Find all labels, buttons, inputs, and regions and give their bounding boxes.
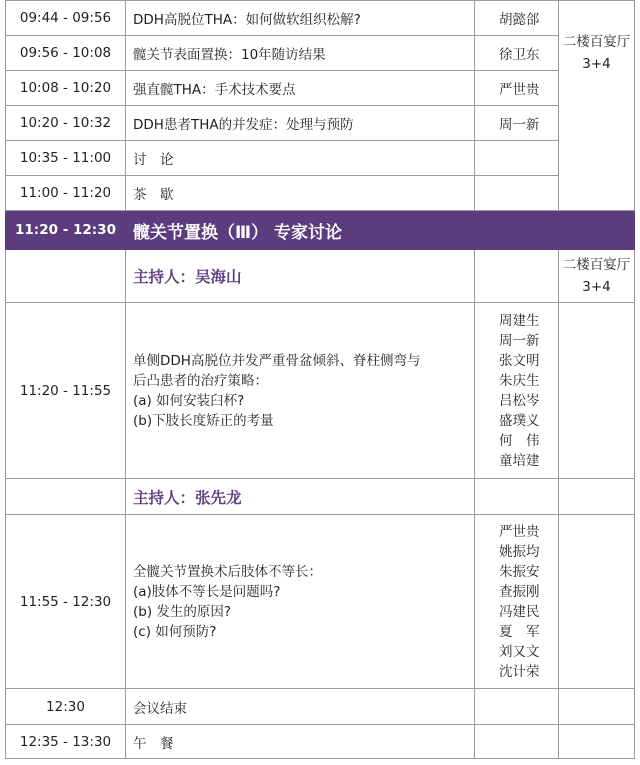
panelist: 查振刚: [499, 583, 540, 600]
speaker-cell: [475, 250, 559, 303]
discussion-topic: [126, 515, 475, 689]
panelist: 姚振均: [499, 543, 540, 560]
host-row: [6, 250, 635, 303]
room-label: 二楼百宴厅3+4: [562, 34, 631, 72]
discussion-row: [6, 515, 635, 689]
room-cell: [559, 725, 635, 759]
host-name: 主持人：张先龙: [133, 488, 242, 507]
topic-line: 全髋关节置换术后肢体不等长：: [133, 563, 322, 580]
section-room-cell: [559, 211, 635, 250]
panel-list: [475, 515, 559, 689]
section-speaker-cell: [475, 211, 559, 250]
time-cell: 11:55 - 12:30: [6, 515, 126, 689]
table-row: [6, 71, 635, 106]
time-cell: 10:35 - 11:00: [6, 141, 126, 176]
speaker-cell: [475, 689, 559, 725]
discussion-row: [6, 303, 635, 479]
speaker-cell: [475, 176, 559, 211]
room-cell: [559, 515, 635, 689]
topic-line: (a)肢体不等长是问题吗?: [133, 583, 281, 600]
topic-cell: DDH高脱位THA：如何做软组织松解?: [126, 1, 475, 36]
panelist: 盛璞义: [499, 412, 540, 429]
time-cell: 09:44 - 09:56: [6, 1, 126, 36]
topic-line: (a) 如何安装臼杯?: [133, 392, 245, 409]
host-cell: [126, 479, 475, 515]
panelist: 张文明: [499, 352, 540, 369]
host-cell: [126, 250, 475, 303]
time-cell: 10:08 - 10:20: [6, 71, 126, 106]
panelist: 朱庆生: [499, 372, 540, 389]
topic-line: (b)下肢长度矫正的考量: [133, 412, 274, 429]
time-cell: 11:00 - 11:20: [6, 176, 126, 211]
table-row: [6, 1, 635, 36]
time-cell: 10:20 - 10:32: [6, 106, 126, 141]
table-row: [6, 176, 635, 211]
topic-cell: 茶 歇: [126, 176, 475, 211]
section-title: 髋关节置换（Ⅲ） 专家讨论: [126, 211, 475, 250]
speaker-cell: [475, 479, 559, 515]
topic-cell: 午 餐: [126, 725, 475, 759]
table-row: [6, 725, 635, 759]
speaker-cell: 徐卫东: [475, 36, 559, 71]
panelist: 童培建: [499, 452, 540, 469]
panel-list: [475, 303, 559, 479]
room-cell: [559, 689, 635, 725]
topic-cell: DDH患者THA的并发症：处理与预防: [126, 106, 475, 141]
speaker-cell: [475, 725, 559, 759]
speaker-cell: 胡懿郃: [475, 1, 559, 36]
room-cell: [559, 1, 635, 211]
panelist: 沈计荣: [499, 663, 540, 680]
discussion-topic: [126, 303, 475, 479]
topic-cell: 会议结束: [126, 689, 475, 725]
topic-line: 单侧DDH高脱位并发严重骨盆倾斜、脊柱侧弯与: [133, 352, 421, 369]
section-header-row: [6, 211, 635, 250]
time-cell: 12:35 - 13:30: [6, 725, 126, 759]
panelist: 吕松岑: [499, 392, 540, 409]
panelist: 周一新: [499, 332, 540, 349]
room-cell: [559, 479, 635, 515]
room-cell: [559, 303, 635, 479]
section-time: 11:20 - 12:30: [6, 211, 126, 250]
topic-cell: 强直髋THA：手术技术要点: [126, 71, 475, 106]
time-cell: 11:20 - 11:55: [6, 303, 126, 479]
host-row: [6, 479, 635, 515]
panelist: 冯建民: [499, 603, 540, 620]
time-cell: [6, 479, 126, 515]
room-cell: [559, 250, 635, 303]
speaker-cell: [475, 141, 559, 176]
speaker-cell: 严世贵: [475, 71, 559, 106]
speaker-cell: 周一新: [475, 106, 559, 141]
topic-cell: 髋关节表面置换：10年随访结果: [126, 36, 475, 71]
host-name: 主持人：吴海山: [133, 268, 242, 286]
time-cell: [6, 250, 126, 303]
panelist: 夏 军: [499, 623, 540, 640]
time-cell: 09:56 - 10:08: [6, 36, 126, 71]
schedule-table: [5, 0, 635, 759]
panelist: 何 伟: [499, 432, 540, 449]
panelist: 周建生: [499, 312, 540, 329]
topic-line: (c) 如何预防?: [133, 623, 217, 640]
panelist: 严世贵: [499, 523, 540, 540]
time-cell: 12:30: [6, 689, 126, 725]
panelist: 刘又文: [499, 643, 540, 660]
table-row: [6, 36, 635, 71]
topic-line: (b) 发生的原因?: [133, 603, 232, 620]
table-row: [6, 141, 635, 176]
table-row: [6, 689, 635, 725]
table-row: [6, 106, 635, 141]
topic-line: 后凸患者的治疗策略：: [133, 372, 268, 389]
topic-cell: 讨 论: [126, 141, 475, 176]
room-label: 二楼百宴厅3+4: [562, 257, 631, 295]
panelist: 朱振安: [499, 563, 540, 580]
